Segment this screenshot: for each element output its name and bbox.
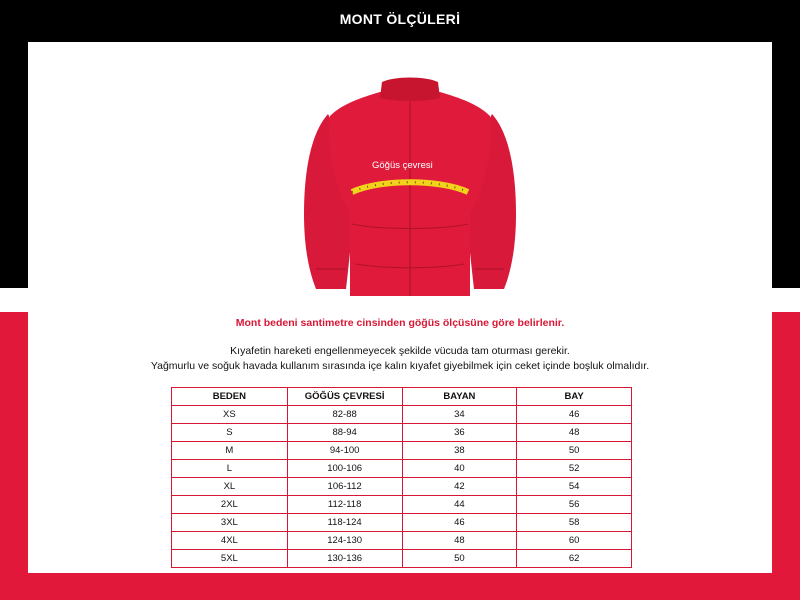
cell-women: 48 — [402, 532, 517, 550]
cell-size: M — [172, 442, 288, 460]
cell-chest: 106-112 — [287, 478, 402, 496]
cell-chest: 88-94 — [287, 424, 402, 442]
cell-chest: 124-130 — [287, 532, 402, 550]
size-table — [171, 387, 632, 568]
table-header-row — [172, 388, 632, 406]
table-row — [172, 550, 632, 568]
cell-size: 5XL — [172, 550, 288, 568]
cell-men: 62 — [517, 550, 632, 568]
cell-size: XS — [172, 406, 288, 424]
chest-measure-label: Göğüs çevresi — [372, 160, 433, 171]
page-title: MONT ÖLÇÜLERİ — [339, 11, 461, 27]
cell-men: 46 — [517, 406, 632, 424]
table-row — [172, 496, 632, 514]
cell-women: 38 — [402, 442, 517, 460]
header-men: BAY — [517, 388, 632, 406]
cell-size: 3XL — [172, 514, 288, 532]
cell-chest: 100-106 — [287, 460, 402, 478]
cell-size: S — [172, 424, 288, 442]
info-line-1: Kıyafetin hareketi engellenmeyecek şekilde vücuda tam oturması gerekir. — [230, 345, 570, 357]
cell-men: 56 — [517, 496, 632, 514]
jacket-collar — [380, 78, 440, 102]
cell-women: 42 — [402, 478, 517, 496]
cell-women: 50 — [402, 550, 517, 568]
table-row — [172, 532, 632, 550]
header-size: BEDEN — [172, 388, 288, 406]
jacket-illustration — [290, 74, 530, 304]
table-row — [172, 424, 632, 442]
cell-chest: 82-88 — [287, 406, 402, 424]
cell-men: 50 — [517, 442, 632, 460]
table-row — [172, 442, 632, 460]
cell-size: 2XL — [172, 496, 288, 514]
cell-men: 60 — [517, 532, 632, 550]
cell-size: XL — [172, 478, 288, 496]
cell-women: 46 — [402, 514, 517, 532]
cell-women: 40 — [402, 460, 517, 478]
table-row — [172, 514, 632, 532]
cell-size: 4XL — [172, 532, 288, 550]
cell-men: 58 — [517, 514, 632, 532]
table-row — [172, 406, 632, 424]
info-line-2: Yağmurlu ve soğuk havada kullanım sırasında içe kalın kıyafet giyebilmek için ceket içinde boşluk olmalıdır. — [150, 360, 650, 372]
cell-women: 36 — [402, 424, 517, 442]
cell-men: 48 — [517, 424, 632, 442]
cell-chest: 112-118 — [287, 496, 402, 514]
cell-size: L — [172, 460, 288, 478]
cell-women: 34 — [402, 406, 517, 424]
info-headline: Mont bedeni santimetre cinsinden göğüs ölçüsüne göre belirlenir. — [235, 317, 565, 329]
cell-women: 44 — [402, 496, 517, 514]
header-women: BAYAN — [402, 388, 517, 406]
header-chest: GÖĞÜS ÇEVRESİ — [287, 388, 402, 406]
cell-chest: 94-100 — [287, 442, 402, 460]
table-row — [172, 460, 632, 478]
cell-men: 52 — [517, 460, 632, 478]
cell-men: 54 — [517, 478, 632, 496]
cell-chest: 118-124 — [287, 514, 402, 532]
table-row — [172, 478, 632, 496]
cell-chest: 130-136 — [287, 550, 402, 568]
